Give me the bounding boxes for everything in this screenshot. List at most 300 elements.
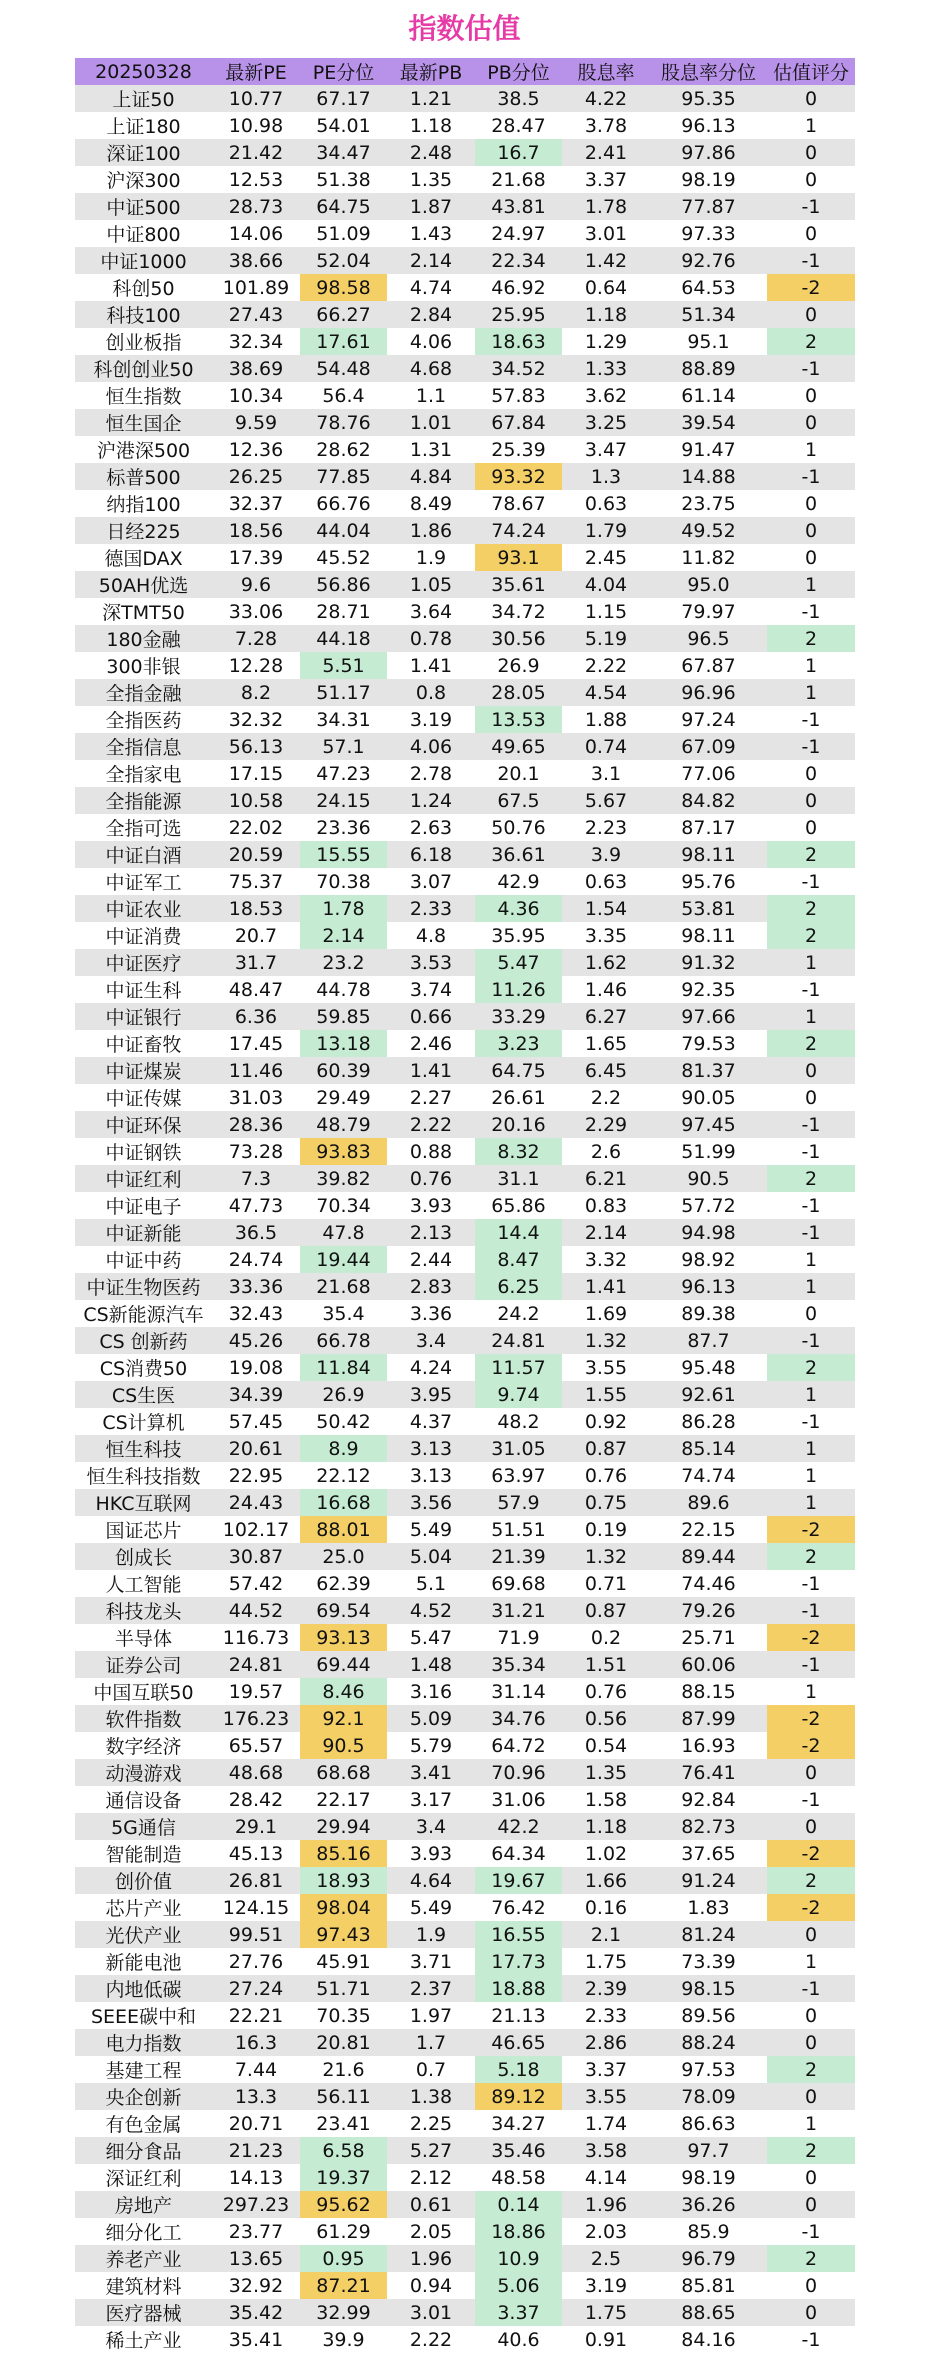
page-title: 指数估值 bbox=[408, 12, 521, 45]
cell-pe: 20.71 bbox=[212, 2110, 300, 2137]
cell-pe: 31.03 bbox=[212, 1084, 300, 1111]
table-row bbox=[75, 1192, 855, 1219]
cell-pb: 4.37 bbox=[387, 1408, 475, 1435]
cell-score: -2 bbox=[767, 1705, 855, 1732]
cell-pe-percentile: 98.04 bbox=[300, 1894, 387, 1921]
cell-pe-percentile: 6.58 bbox=[300, 2137, 387, 2164]
cell-dividend-yield: 4.14 bbox=[562, 2164, 650, 2191]
cell-index-name: 中证银行 bbox=[75, 1003, 212, 1030]
table-row bbox=[75, 112, 855, 139]
cell-index-name: CS计算机 bbox=[75, 1408, 212, 1435]
cell-index-name: 科技龙头 bbox=[75, 1597, 212, 1624]
table-row bbox=[75, 247, 855, 274]
table-row bbox=[75, 2299, 855, 2326]
cell-pb-percentile: 43.81 bbox=[475, 193, 562, 220]
cell-index-name: 标普500 bbox=[75, 463, 212, 490]
cell-dividend-percentile: 91.24 bbox=[650, 1867, 767, 1894]
cell-index-name: SEEE碳中和 bbox=[75, 2002, 212, 2029]
cell-pe-percentile: 35.4 bbox=[300, 1300, 387, 1327]
cell-index-name: 创业板指 bbox=[75, 328, 212, 355]
cell-score: -1 bbox=[767, 1651, 855, 1678]
cell-score: 0 bbox=[767, 409, 855, 436]
cell-pb: 1.01 bbox=[387, 409, 475, 436]
cell-pb-percentile: 22.34 bbox=[475, 247, 562, 274]
cell-pe: 34.39 bbox=[212, 1381, 300, 1408]
cell-dividend-yield: 0.2 bbox=[562, 1624, 650, 1651]
cell-pb-percentile: 76.42 bbox=[475, 1894, 562, 1921]
cell-pe: 124.15 bbox=[212, 1894, 300, 1921]
cell-pb: 5.49 bbox=[387, 1894, 475, 1921]
cell-pb-percentile: 21.68 bbox=[475, 166, 562, 193]
cell-pb: 5.47 bbox=[387, 1624, 475, 1651]
cell-pe-percentile: 8.46 bbox=[300, 1678, 387, 1705]
cell-index-name: 深证100 bbox=[75, 139, 212, 166]
cell-pe: 65.57 bbox=[212, 1732, 300, 1759]
cell-index-name: 50AH优选 bbox=[75, 571, 212, 598]
cell-pb-percentile: 89.12 bbox=[475, 2083, 562, 2110]
cell-pb: 5.09 bbox=[387, 1705, 475, 1732]
cell-pb: 1.48 bbox=[387, 1651, 475, 1678]
cell-pe: 32.32 bbox=[212, 706, 300, 733]
cell-score: 2 bbox=[767, 841, 855, 868]
cell-score: 1 bbox=[767, 652, 855, 679]
table-row bbox=[75, 544, 855, 571]
cell-pb: 3.4 bbox=[387, 1813, 475, 1840]
cell-pb-percentile: 18.88 bbox=[475, 1975, 562, 2002]
cell-pb: 1.9 bbox=[387, 544, 475, 571]
cell-pe-percentile: 18.93 bbox=[300, 1867, 387, 1894]
cell-dividend-percentile: 89.6 bbox=[650, 1489, 767, 1516]
cell-pb: 5.04 bbox=[387, 1543, 475, 1570]
cell-index-name: 科技100 bbox=[75, 301, 212, 328]
cell-score: 2 bbox=[767, 1867, 855, 1894]
cell-index-name: 沪港深500 bbox=[75, 436, 212, 463]
cell-pb-percentile: 34.72 bbox=[475, 598, 562, 625]
cell-dividend-percentile: 79.26 bbox=[650, 1597, 767, 1624]
cell-pb: 2.05 bbox=[387, 2218, 475, 2245]
cell-index-name: 中证500 bbox=[75, 193, 212, 220]
cell-pe-percentile: 5.51 bbox=[300, 652, 387, 679]
cell-pb-percentile: 24.97 bbox=[475, 220, 562, 247]
cell-dividend-yield: 2.23 bbox=[562, 814, 650, 841]
cell-pe: 28.42 bbox=[212, 1786, 300, 1813]
cell-pb-percentile: 48.58 bbox=[475, 2164, 562, 2191]
table-row bbox=[75, 2029, 855, 2056]
cell-dividend-yield: 1.58 bbox=[562, 1786, 650, 1813]
cell-pe-percentile: 8.9 bbox=[300, 1435, 387, 1462]
cell-dividend-percentile: 87.99 bbox=[650, 1705, 767, 1732]
cell-pb: 4.06 bbox=[387, 328, 475, 355]
cell-pb: 0.76 bbox=[387, 1165, 475, 1192]
cell-pb: 1.41 bbox=[387, 652, 475, 679]
cell-pb-percentile: 67.5 bbox=[475, 787, 562, 814]
cell-pb-percentile: 50.76 bbox=[475, 814, 562, 841]
table-row bbox=[75, 949, 855, 976]
cell-pb: 1.87 bbox=[387, 193, 475, 220]
cell-pe: 18.53 bbox=[212, 895, 300, 922]
table-row bbox=[75, 1273, 855, 1300]
cell-index-name: 中证生物医药 bbox=[75, 1273, 212, 1300]
cell-pe: 24.81 bbox=[212, 1651, 300, 1678]
cell-pb-percentile: 10.9 bbox=[475, 2245, 562, 2272]
table-row bbox=[75, 814, 855, 841]
cell-index-name: 全指能源 bbox=[75, 787, 212, 814]
cell-pe-percentile: 95.62 bbox=[300, 2191, 387, 2218]
cell-pe-percentile: 93.83 bbox=[300, 1138, 387, 1165]
cell-dividend-percentile: 86.28 bbox=[650, 1408, 767, 1435]
table-row bbox=[75, 139, 855, 166]
cell-dividend-percentile: 79.97 bbox=[650, 598, 767, 625]
cell-score: 0 bbox=[767, 85, 855, 112]
cell-index-name: 养老产业 bbox=[75, 2245, 212, 2272]
cell-dividend-percentile: 76.41 bbox=[650, 1759, 767, 1786]
cell-pe: 22.21 bbox=[212, 2002, 300, 2029]
cell-dividend-yield: 1.41 bbox=[562, 1273, 650, 1300]
cell-pe: 10.34 bbox=[212, 382, 300, 409]
cell-dividend-yield: 0.63 bbox=[562, 490, 650, 517]
table-row bbox=[75, 409, 855, 436]
cell-pb-percentile: 34.27 bbox=[475, 2110, 562, 2137]
cell-score: -1 bbox=[767, 1975, 855, 2002]
cell-dividend-yield: 3.58 bbox=[562, 2137, 650, 2164]
cell-score: 1 bbox=[767, 1948, 855, 1975]
cell-dividend-percentile: 96.5 bbox=[650, 625, 767, 652]
cell-pb-percentile: 31.06 bbox=[475, 1786, 562, 1813]
cell-pb: 1.7 bbox=[387, 2029, 475, 2056]
table-row bbox=[75, 1300, 855, 1327]
cell-dividend-yield: 0.76 bbox=[562, 1678, 650, 1705]
cell-index-name: 德国DAX bbox=[75, 544, 212, 571]
cell-pb-percentile: 35.46 bbox=[475, 2137, 562, 2164]
cell-index-name: 全指可选 bbox=[75, 814, 212, 841]
cell-score: 0 bbox=[767, 139, 855, 166]
cell-pb: 1.97 bbox=[387, 2002, 475, 2029]
cell-dividend-yield: 3.37 bbox=[562, 2056, 650, 2083]
cell-pb: 2.84 bbox=[387, 301, 475, 328]
cell-dividend-yield: 1.65 bbox=[562, 1030, 650, 1057]
cell-pb: 3.4 bbox=[387, 1327, 475, 1354]
cell-score: 0 bbox=[767, 2164, 855, 2191]
cell-dividend-yield: 2.14 bbox=[562, 1219, 650, 1246]
cell-pe-percentile: 44.04 bbox=[300, 517, 387, 544]
cell-pe-percentile: 51.17 bbox=[300, 679, 387, 706]
cell-dividend-yield: 0.91 bbox=[562, 2326, 650, 2353]
cell-index-name: 内地低碳 bbox=[75, 1975, 212, 2002]
cell-pe: 116.73 bbox=[212, 1624, 300, 1651]
cell-pb: 3.95 bbox=[387, 1381, 475, 1408]
cell-index-name: 人工智能 bbox=[75, 1570, 212, 1597]
cell-pb: 0.94 bbox=[387, 2272, 475, 2299]
cell-score: 0 bbox=[767, 814, 855, 841]
cell-pb: 4.84 bbox=[387, 463, 475, 490]
cell-dividend-yield: 1.75 bbox=[562, 1948, 650, 1975]
table-row bbox=[75, 1084, 855, 1111]
table-row bbox=[75, 1840, 855, 1867]
table-row bbox=[75, 1219, 855, 1246]
cell-index-name: 全指金融 bbox=[75, 679, 212, 706]
cell-index-name: 软件指数 bbox=[75, 1705, 212, 1732]
cell-dividend-yield: 0.87 bbox=[562, 1597, 650, 1624]
cell-score: -1 bbox=[767, 247, 855, 274]
cell-dividend-yield: 3.35 bbox=[562, 922, 650, 949]
cell-pe-percentile: 50.42 bbox=[300, 1408, 387, 1435]
cell-pb: 3.17 bbox=[387, 1786, 475, 1813]
cell-pb: 2.22 bbox=[387, 1111, 475, 1138]
cell-pe-percentile: 61.29 bbox=[300, 2218, 387, 2245]
cell-dividend-percentile: 89.56 bbox=[650, 2002, 767, 2029]
table-row bbox=[75, 1246, 855, 1273]
cell-index-name: 有色金属 bbox=[75, 2110, 212, 2137]
cell-dividend-percentile: 98.15 bbox=[650, 1975, 767, 2002]
cell-pb: 2.27 bbox=[387, 1084, 475, 1111]
cell-pe: 7.28 bbox=[212, 625, 300, 652]
cell-pe: 33.06 bbox=[212, 598, 300, 625]
cell-pb: 3.93 bbox=[387, 1840, 475, 1867]
cell-dividend-percentile: 95.76 bbox=[650, 868, 767, 895]
cell-pe: 26.25 bbox=[212, 463, 300, 490]
cell-pe: 38.69 bbox=[212, 355, 300, 382]
cell-dividend-yield: 3.19 bbox=[562, 2272, 650, 2299]
cell-index-name: 恒生科技 bbox=[75, 1435, 212, 1462]
cell-pb-percentile: 18.63 bbox=[475, 328, 562, 355]
cell-pb-percentile: 48.2 bbox=[475, 1408, 562, 1435]
cell-dividend-yield: 0.76 bbox=[562, 1462, 650, 1489]
cell-pb: 3.41 bbox=[387, 1759, 475, 1786]
cell-index-name: 恒生国企 bbox=[75, 409, 212, 436]
cell-pe: 45.26 bbox=[212, 1327, 300, 1354]
cell-dividend-yield: 6.45 bbox=[562, 1057, 650, 1084]
cell-pb: 4.24 bbox=[387, 1354, 475, 1381]
cell-pb: 2.48 bbox=[387, 139, 475, 166]
cell-pe: 73.28 bbox=[212, 1138, 300, 1165]
cell-pb-percentile: 8.47 bbox=[475, 1246, 562, 1273]
cell-pe: 6.36 bbox=[212, 1003, 300, 1030]
table-row bbox=[75, 1759, 855, 1786]
cell-score: 2 bbox=[767, 1354, 855, 1381]
header-pe: 最新PE bbox=[212, 58, 300, 85]
cell-dividend-yield: 1.69 bbox=[562, 1300, 650, 1327]
table-row bbox=[75, 2218, 855, 2245]
cell-dividend-yield: 2.5 bbox=[562, 2245, 650, 2272]
cell-pb-percentile: 30.56 bbox=[475, 625, 562, 652]
cell-dividend-percentile: 91.32 bbox=[650, 949, 767, 976]
cell-score: 1 bbox=[767, 436, 855, 463]
cell-dividend-percentile: 86.63 bbox=[650, 2110, 767, 2137]
cell-pb-percentile: 74.24 bbox=[475, 517, 562, 544]
cell-pe: 28.36 bbox=[212, 1111, 300, 1138]
cell-pe-percentile: 44.18 bbox=[300, 625, 387, 652]
cell-score: 0 bbox=[767, 1813, 855, 1840]
cell-pe-percentile: 54.01 bbox=[300, 112, 387, 139]
cell-index-name: 中证军工 bbox=[75, 868, 212, 895]
cell-dividend-yield: 3.62 bbox=[562, 382, 650, 409]
cell-pb-percentile: 16.55 bbox=[475, 1921, 562, 1948]
cell-index-name: 恒生科技指数 bbox=[75, 1462, 212, 1489]
cell-score: -1 bbox=[767, 976, 855, 1003]
cell-index-name: 创成长 bbox=[75, 1543, 212, 1570]
valuation-table bbox=[75, 58, 855, 2353]
cell-pe-percentile: 19.44 bbox=[300, 1246, 387, 1273]
cell-pb: 1.1 bbox=[387, 382, 475, 409]
cell-pb: 1.41 bbox=[387, 1057, 475, 1084]
cell-pe: 57.42 bbox=[212, 1570, 300, 1597]
cell-score: 0 bbox=[767, 760, 855, 787]
cell-dividend-yield: 0.74 bbox=[562, 733, 650, 760]
cell-pe-percentile: 88.01 bbox=[300, 1516, 387, 1543]
cell-dividend-yield: 4.04 bbox=[562, 571, 650, 598]
cell-pb-percentile: 3.37 bbox=[475, 2299, 562, 2326]
cell-index-name: 中证800 bbox=[75, 220, 212, 247]
table-row bbox=[75, 976, 855, 1003]
cell-pb-percentile: 64.34 bbox=[475, 1840, 562, 1867]
cell-score: 1 bbox=[767, 1003, 855, 1030]
cell-dividend-percentile: 92.76 bbox=[650, 247, 767, 274]
cell-pe-percentile: 51.09 bbox=[300, 220, 387, 247]
cell-pb-percentile: 26.61 bbox=[475, 1084, 562, 1111]
cell-pb: 3.01 bbox=[387, 2299, 475, 2326]
cell-index-name: 中证煤炭 bbox=[75, 1057, 212, 1084]
cell-pb-percentile: 5.47 bbox=[475, 949, 562, 976]
cell-pb-percentile: 28.05 bbox=[475, 679, 562, 706]
cell-score: 0 bbox=[767, 382, 855, 409]
cell-score: -1 bbox=[767, 2326, 855, 2353]
cell-dividend-yield: 1.51 bbox=[562, 1651, 650, 1678]
cell-pe: 19.08 bbox=[212, 1354, 300, 1381]
cell-dividend-percentile: 61.14 bbox=[650, 382, 767, 409]
cell-pe: 47.73 bbox=[212, 1192, 300, 1219]
table-row bbox=[75, 220, 855, 247]
cell-score: 1 bbox=[767, 1381, 855, 1408]
cell-score: -1 bbox=[767, 1219, 855, 1246]
cell-pe-percentile: 19.37 bbox=[300, 2164, 387, 2191]
cell-dividend-percentile: 97.7 bbox=[650, 2137, 767, 2164]
cell-pb: 1.05 bbox=[387, 571, 475, 598]
cell-dividend-percentile: 84.16 bbox=[650, 2326, 767, 2353]
cell-dividend-percentile: 92.84 bbox=[650, 1786, 767, 1813]
table-row bbox=[75, 1813, 855, 1840]
cell-pb-percentile: 31.1 bbox=[475, 1165, 562, 1192]
cell-pb-percentile: 35.95 bbox=[475, 922, 562, 949]
cell-pb: 4.52 bbox=[387, 1597, 475, 1624]
cell-pe: 10.98 bbox=[212, 112, 300, 139]
cell-score: 0 bbox=[767, 787, 855, 814]
cell-pb: 2.22 bbox=[387, 2326, 475, 2353]
cell-dividend-yield: 2.6 bbox=[562, 1138, 650, 1165]
cell-score: -2 bbox=[767, 1894, 855, 1921]
cell-dividend-percentile: 95.1 bbox=[650, 328, 767, 355]
cell-index-name: 180金融 bbox=[75, 625, 212, 652]
table-row bbox=[75, 166, 855, 193]
cell-pb-percentile: 16.7 bbox=[475, 139, 562, 166]
cell-index-name: 上证180 bbox=[75, 112, 212, 139]
cell-pb-percentile: 42.9 bbox=[475, 868, 562, 895]
cell-pb-percentile: 65.86 bbox=[475, 1192, 562, 1219]
table-row bbox=[75, 85, 855, 112]
cell-pe: 16.3 bbox=[212, 2029, 300, 2056]
cell-index-name: 光伏产业 bbox=[75, 1921, 212, 1948]
cell-dividend-percentile: 85.81 bbox=[650, 2272, 767, 2299]
cell-score: 2 bbox=[767, 2056, 855, 2083]
cell-pe: 297.23 bbox=[212, 2191, 300, 2218]
cell-dividend-percentile: 51.99 bbox=[650, 1138, 767, 1165]
cell-pe-percentile: 60.39 bbox=[300, 1057, 387, 1084]
cell-dividend-percentile: 92.61 bbox=[650, 1381, 767, 1408]
table-row bbox=[75, 301, 855, 328]
cell-score: 1 bbox=[767, 1435, 855, 1462]
cell-pe: 14.13 bbox=[212, 2164, 300, 2191]
cell-score: -2 bbox=[767, 1732, 855, 1759]
cell-index-name: 房地产 bbox=[75, 2191, 212, 2218]
cell-pe-percentile: 45.91 bbox=[300, 1948, 387, 1975]
cell-score: 0 bbox=[767, 544, 855, 571]
cell-dividend-percentile: 74.46 bbox=[650, 1570, 767, 1597]
cell-pe-percentile: 56.4 bbox=[300, 382, 387, 409]
cell-pe-percentile: 0.95 bbox=[300, 2245, 387, 2272]
cell-dividend-yield: 1.32 bbox=[562, 1327, 650, 1354]
table-row bbox=[75, 1408, 855, 1435]
cell-dividend-yield: 1.18 bbox=[562, 301, 650, 328]
table-row bbox=[75, 1597, 855, 1624]
table-row bbox=[75, 1975, 855, 2002]
cell-index-name: 数字经济 bbox=[75, 1732, 212, 1759]
cell-dividend-yield: 2.86 bbox=[562, 2029, 650, 2056]
cell-index-name: 沪深300 bbox=[75, 166, 212, 193]
cell-pb-percentile: 28.47 bbox=[475, 112, 562, 139]
cell-pe-percentile: 2.14 bbox=[300, 922, 387, 949]
cell-dividend-percentile: 97.33 bbox=[650, 220, 767, 247]
cell-pb: 4.8 bbox=[387, 922, 475, 949]
cell-score: 1 bbox=[767, 112, 855, 139]
cell-pb: 2.33 bbox=[387, 895, 475, 922]
table-row bbox=[75, 1921, 855, 1948]
table-row bbox=[75, 2164, 855, 2191]
cell-dividend-yield: 1.35 bbox=[562, 1759, 650, 1786]
cell-pb: 1.43 bbox=[387, 220, 475, 247]
cell-dividend-percentile: 95.48 bbox=[650, 1354, 767, 1381]
cell-pb: 2.14 bbox=[387, 247, 475, 274]
table-row bbox=[75, 652, 855, 679]
cell-score: 1 bbox=[767, 1489, 855, 1516]
cell-score: -1 bbox=[767, 1408, 855, 1435]
cell-dividend-yield: 1.74 bbox=[562, 2110, 650, 2137]
cell-pb: 1.38 bbox=[387, 2083, 475, 2110]
table-row bbox=[75, 1516, 855, 1543]
cell-score: -1 bbox=[767, 1327, 855, 1354]
cell-pb: 4.68 bbox=[387, 355, 475, 382]
cell-dividend-yield: 2.39 bbox=[562, 1975, 650, 2002]
cell-dividend-yield: 2.33 bbox=[562, 2002, 650, 2029]
cell-dividend-percentile: 16.93 bbox=[650, 1732, 767, 1759]
cell-pb-percentile: 34.76 bbox=[475, 1705, 562, 1732]
cell-pb-percentile: 35.61 bbox=[475, 571, 562, 598]
cell-dividend-yield: 0.63 bbox=[562, 868, 650, 895]
cell-pb: 1.96 bbox=[387, 2245, 475, 2272]
cell-pe-percentile: 70.34 bbox=[300, 1192, 387, 1219]
cell-index-name: 基建工程 bbox=[75, 2056, 212, 2083]
header-date: 20250328 bbox=[75, 58, 212, 85]
cell-dividend-percentile: 97.24 bbox=[650, 706, 767, 733]
cell-pb: 2.13 bbox=[387, 1219, 475, 1246]
cell-dividend-yield: 1.66 bbox=[562, 1867, 650, 1894]
cell-score: -1 bbox=[767, 1786, 855, 1813]
cell-dividend-yield: 1.88 bbox=[562, 706, 650, 733]
cell-index-name: 中证畜牧 bbox=[75, 1030, 212, 1057]
cell-dividend-yield: 1.18 bbox=[562, 1813, 650, 1840]
cell-dividend-yield: 1.33 bbox=[562, 355, 650, 382]
cell-pe: 19.57 bbox=[212, 1678, 300, 1705]
cell-index-name: 中证钢铁 bbox=[75, 1138, 212, 1165]
cell-pb-percentile: 31.21 bbox=[475, 1597, 562, 1624]
